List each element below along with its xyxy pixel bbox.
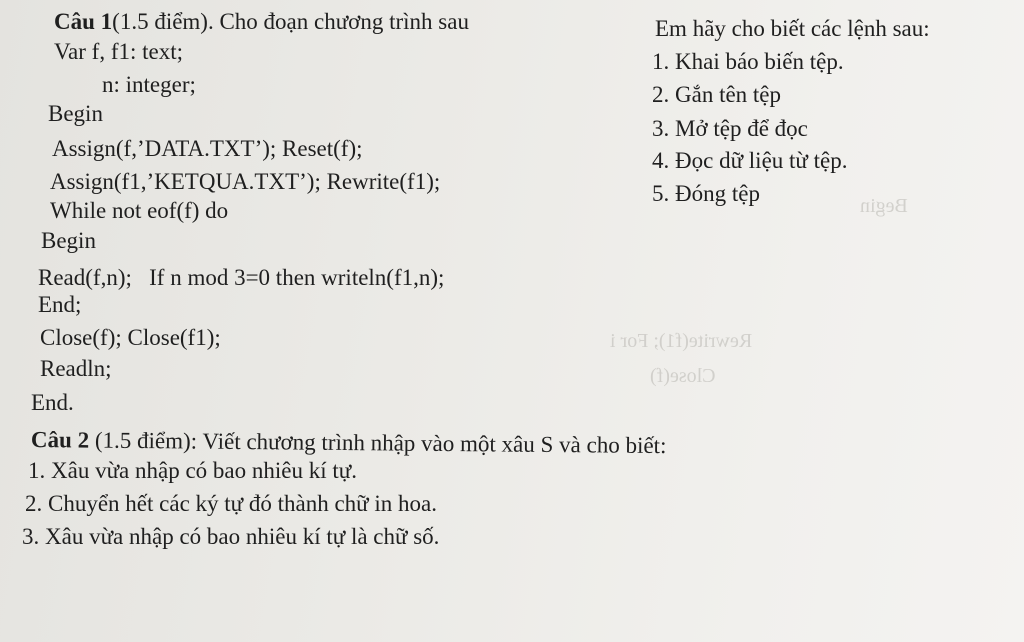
question-2-title [31, 427, 667, 459]
code-line: Read(f,n); If n mod 3=0 then writeln(f1,n); [38, 265, 445, 290]
show-through-text: Close(f) [650, 365, 716, 387]
q1-list-item: 5. Đóng tệp [652, 181, 760, 206]
show-through-text: Rewrite(f1); For i [610, 330, 753, 352]
q2-list-item: 2. Chuyển hết các ký tự đó thành chữ in hoa. [25, 491, 438, 516]
q2-list-item: 1. Xâu vừa nhập có bao nhiêu kí tự. [28, 458, 357, 483]
code-line: Assign(f,’DATA.TXT’); Reset(f); [52, 136, 363, 161]
code-line: Readln; [40, 356, 112, 381]
code-line: Begin [41, 228, 96, 253]
q1-list-item: 1. Khai báo biến tệp. [652, 49, 844, 74]
code-line: End; [38, 292, 82, 317]
code-line: End. [31, 390, 74, 415]
q1-list-item: 2. Gắn tên tệp [652, 82, 782, 107]
code-line: n: integer; [102, 72, 196, 97]
code-line: While not eof(f) do [50, 198, 229, 223]
question-1-prompt: Em hãy cho biết các lệnh sau: [655, 16, 930, 41]
code-line: Close(f); Close(f1); [40, 325, 221, 350]
show-through-text: Begin [860, 195, 908, 217]
question-1-label: Câu 1 [54, 9, 113, 34]
q2-list-item: 3. Xâu vừa nhập có bao nhiêu kí tự là chữ số. [22, 524, 440, 549]
q1-list-item: 3. Mở tệp để đọc [652, 116, 808, 141]
code-line: Begin [48, 101, 103, 126]
question-1-title [54, 9, 469, 35]
question-2-label: Câu 2 [30, 427, 90, 453]
question-2-title-text: (1.5 điểm): Viết chương trình nhập vào một xâu S và cho biết: [89, 427, 667, 459]
code-line: Var f, f1: text; [54, 39, 184, 64]
code-line: Assign(f1,’KETQUA.TXT’); Rewrite(f1); [50, 169, 441, 194]
q1-list-item: 4. Đọc dữ liệu từ tệp. [652, 148, 848, 173]
question-1-title-text: (1.5 điểm). Cho đoạn chương trình sau [112, 9, 469, 34]
